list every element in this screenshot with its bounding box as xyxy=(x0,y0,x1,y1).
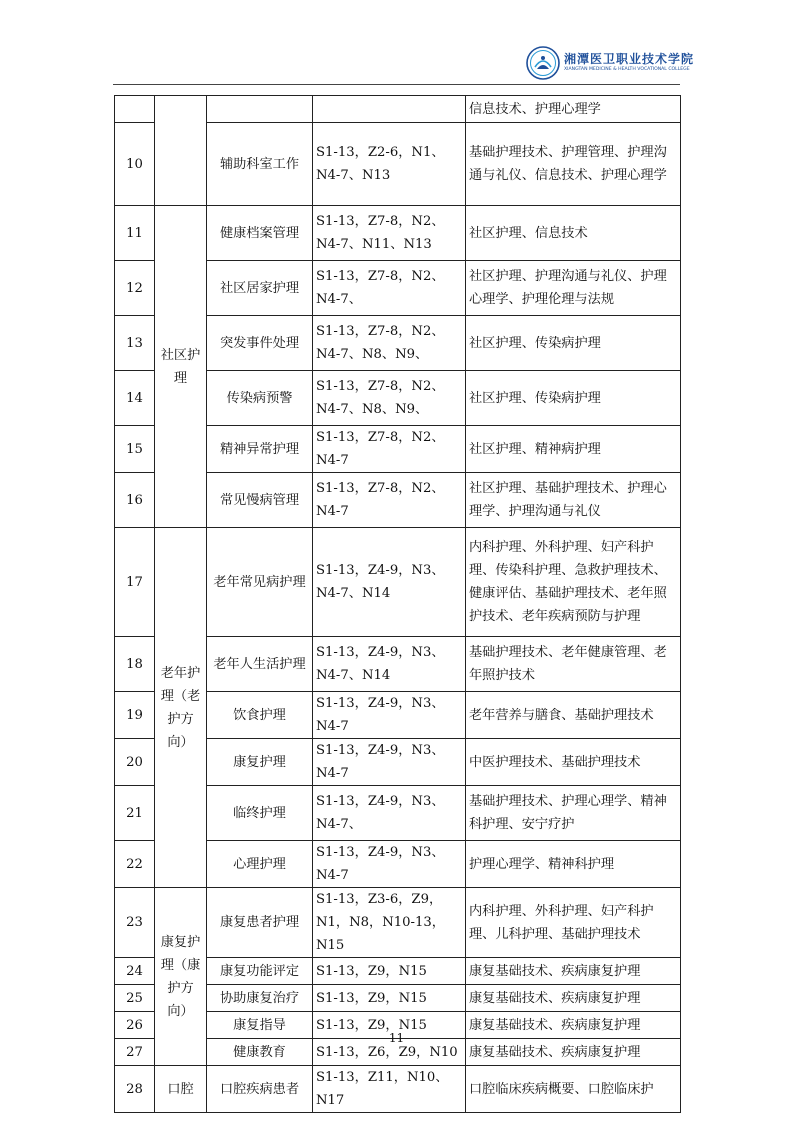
courses-cell: 内科护理、外科护理、妇产科护理、儿科护理、基础护理技术 xyxy=(466,888,681,958)
task-cell: 健康档案管理 xyxy=(207,206,313,261)
competency-cell: S1-13，Z9，N15 xyxy=(313,985,466,1012)
school-logo xyxy=(526,46,695,82)
courses-cell: 康复基础技术、疾病康复护理 xyxy=(466,958,681,985)
courses-cell: 康复基础技术、疾病康复护理 xyxy=(466,1039,681,1066)
row-number: 27 xyxy=(115,1039,155,1066)
task-cell: 常见慢病管理 xyxy=(207,473,313,528)
competency-cell: S1-13，Z4-9，N3、N4-7、 xyxy=(313,786,466,841)
table-row xyxy=(115,888,681,958)
category-cell: 康复护理（康护方向） xyxy=(155,888,207,1066)
courses-cell: 中医护理技术、基础护理技术 xyxy=(466,739,681,786)
curriculum-table xyxy=(114,95,681,1113)
task-cell: 临终护理 xyxy=(207,786,313,841)
courses-cell: 信息技术、护理心理学 xyxy=(466,96,681,123)
courses-cell: 护理心理学、精神科护理 xyxy=(466,841,681,888)
task-cell: 老年常见病护理 xyxy=(207,528,313,637)
row-number: 13 xyxy=(115,316,155,371)
competency-cell: S1-13，Z4-9，N3、N4-7 xyxy=(313,692,466,739)
courses-cell: 口腔临床疾病概要、口腔临床护 xyxy=(466,1066,681,1113)
category-cell: 老年护理（老护方向） xyxy=(155,528,207,888)
courses-cell: 基础护理技术、护理心理学、精神科护理、安宁疗护 xyxy=(466,786,681,841)
row-number: 26 xyxy=(115,1012,155,1039)
task-cell: 精神异常护理 xyxy=(207,426,313,473)
row-number: 11 xyxy=(115,206,155,261)
row-number: 15 xyxy=(115,426,155,473)
table-row xyxy=(115,1066,681,1113)
task-cell: 社区居家护理 xyxy=(207,261,313,316)
school-name: 湘潭医卫职业技术学院 xyxy=(564,52,695,66)
header-rule xyxy=(113,84,680,85)
courses-cell: 内科护理、外科护理、妇产科护理、传染科护理、急救护理技术、健康评估、基础护理技术、老年照护技术、老年疾病预防与护理 xyxy=(466,528,681,637)
row-number: 12 xyxy=(115,261,155,316)
row-number: 14 xyxy=(115,371,155,426)
task-cell: 心理护理 xyxy=(207,841,313,888)
task-cell: 突发事件处理 xyxy=(207,316,313,371)
competency-cell: S1-13，Z2-6，N1、N4-7、N13 xyxy=(313,123,466,206)
courses-cell: 社区护理、护理沟通与礼仪、护理心理学、护理伦理与法规 xyxy=(466,261,681,316)
category-cell xyxy=(155,96,207,206)
courses-cell: 社区护理、基础护理技术、护理心理学、护理沟通与礼仪 xyxy=(466,473,681,528)
task-cell: 老年人生活护理 xyxy=(207,637,313,692)
task-cell: 口腔疾病患者 xyxy=(207,1066,313,1113)
courses-cell: 基础护理技术、老年健康管理、老年照护技术 xyxy=(466,637,681,692)
row-number xyxy=(115,96,155,123)
table-row xyxy=(115,528,681,637)
school-emblem-icon xyxy=(526,46,560,80)
row-number: 21 xyxy=(115,786,155,841)
task-cell: 辅助科室工作 xyxy=(207,123,313,206)
competency-cell: S1-13，Z4-9，N3、N4-7 xyxy=(313,739,466,786)
category-cell: 社区护理 xyxy=(155,206,207,528)
competency-cell: S1-13，Z7-8，N2、N4-7 xyxy=(313,473,466,528)
courses-cell: 社区护理、传染病护理 xyxy=(466,371,681,426)
courses-cell: 康复基础技术、疾病康复护理 xyxy=(466,985,681,1012)
competency-cell: S1-13，Z6，Z9，N10 xyxy=(313,1039,466,1066)
task-cell: 协助康复治疗 xyxy=(207,985,313,1012)
task-cell: 传染病预警 xyxy=(207,371,313,426)
row-number: 20 xyxy=(115,739,155,786)
competency-cell: S1-13，Z7-8，N2、N4-7、N11、N13 xyxy=(313,206,466,261)
row-number: 22 xyxy=(115,841,155,888)
category-cell: 口腔 xyxy=(155,1066,207,1113)
row-number: 24 xyxy=(115,958,155,985)
row-number: 25 xyxy=(115,985,155,1012)
row-number: 10 xyxy=(115,123,155,206)
competency-cell: S1-13，Z7-8，N2、N4-7、N8、N9、 xyxy=(313,371,466,426)
competency-cell: S1-13，Z7-8，N2、N4-7 xyxy=(313,426,466,473)
competency-cell: S1-13，Z3-6，Z9，N1，N8，N10-13，N15 xyxy=(313,888,466,958)
courses-cell: 老年营养与膳食、基础护理技术 xyxy=(466,692,681,739)
task-cell: 饮食护理 xyxy=(207,692,313,739)
competency-cell: S1-13，Z7-8，N2、N4-7、 xyxy=(313,261,466,316)
task-cell: 康复功能评定 xyxy=(207,958,313,985)
task-cell: 健康教育 xyxy=(207,1039,313,1066)
table-row xyxy=(115,206,681,261)
competency-cell: S1-13，Z4-9，N3、N4-7、N14 xyxy=(313,637,466,692)
competency-cell: S1-13，Z9，N15 xyxy=(313,1012,466,1039)
row-number: 19 xyxy=(115,692,155,739)
competency-cell: S1-13，Z4-9，N3、N4-7、N14 xyxy=(313,528,466,637)
table-row xyxy=(115,96,681,123)
row-number: 18 xyxy=(115,637,155,692)
courses-cell: 基础护理技术、护理管理、护理沟通与礼仪、信息技术、护理心理学 xyxy=(466,123,681,206)
row-number: 23 xyxy=(115,888,155,958)
task-cell: 康复护理 xyxy=(207,739,313,786)
row-number: 17 xyxy=(115,528,155,637)
courses-cell: 社区护理、精神病护理 xyxy=(466,426,681,473)
competency-cell: S1-13，Z4-9，N3、N4-7 xyxy=(313,841,466,888)
courses-cell: 社区护理、信息技术 xyxy=(466,206,681,261)
competency-cell: S1-13，Z9，N15 xyxy=(313,958,466,985)
school-name-en: XIANGTAN MEDICINE & HEALTH VOCATIONAL COLLEGE xyxy=(564,67,690,72)
competency-cell xyxy=(313,96,466,123)
courses-cell: 康复基础技术、疾病康复护理 xyxy=(466,1012,681,1039)
page-number: 11 xyxy=(388,1031,405,1045)
task-cell xyxy=(207,96,313,123)
task-cell: 康复指导 xyxy=(207,1012,313,1039)
courses-cell: 社区护理、传染病护理 xyxy=(466,316,681,371)
row-number: 28 xyxy=(115,1066,155,1113)
competency-cell: S1-13，Z7-8，N2、N4-7、N8、N9、 xyxy=(313,316,466,371)
competency-cell: S1-13，Z11，N10、N17 xyxy=(313,1066,466,1113)
row-number: 16 xyxy=(115,473,155,528)
task-cell: 康复患者护理 xyxy=(207,888,313,958)
